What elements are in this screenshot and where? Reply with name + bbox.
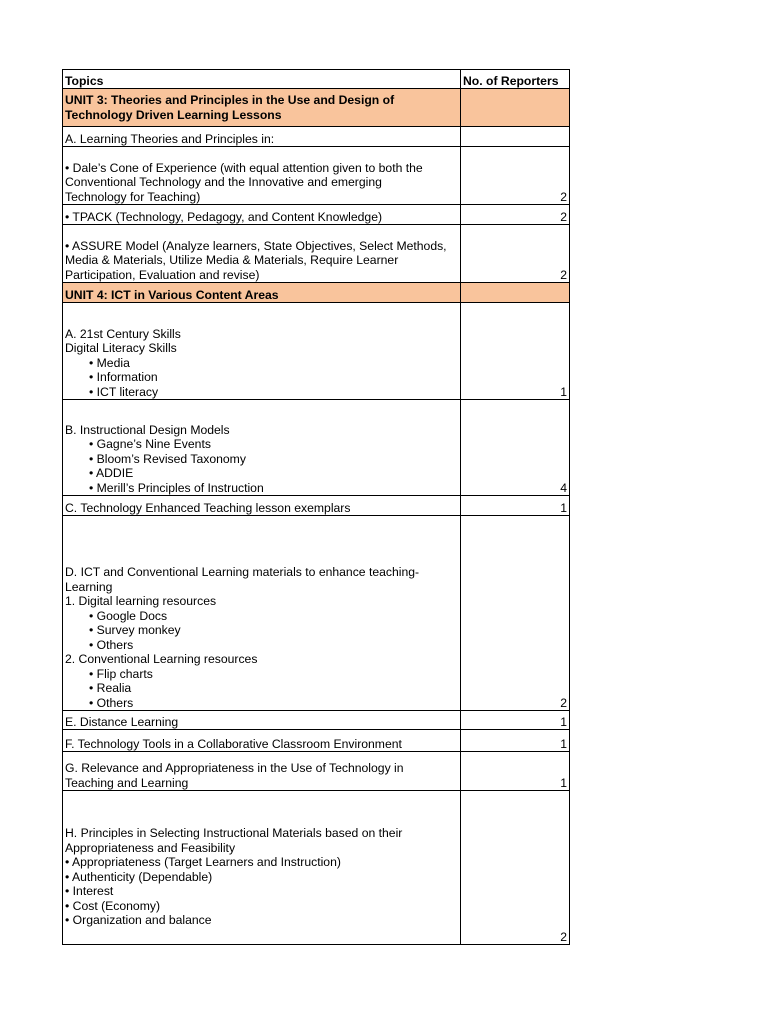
bullet-item: • Information [89,370,158,384]
bullet-item: • Interest [65,884,114,898]
reporters-table [62,69,570,945]
unit-row [63,89,570,127]
header-row [63,70,570,89]
header-topics[interactable]: Topics [63,70,461,89]
topic-cell[interactable] [63,147,461,205]
header-reporters[interactable]: No. of Reporters [461,70,570,89]
topic-cell[interactable] [63,225,461,283]
bullet-item: • Media [89,355,130,370]
table-row [63,791,570,945]
table-row [63,516,570,711]
bullet-item: • Realia [89,681,132,695]
count-cell[interactable]: 1 [461,752,570,791]
bullet-item: • Authenticity (Dependable) [65,869,213,884]
bullet-item: • Merill’s Principles of Instruction [89,480,264,495]
topic-line: A. 21st Century Skills [65,326,181,341]
table-row [63,711,570,730]
topic-line: Learning [65,579,113,594]
bullet-item: • Gagne’s Nine Events [89,437,211,451]
table-row [63,225,570,283]
topic-line: 2. Conventional Learning resources [65,652,258,666]
bullet-item: • Survey monkey [89,623,181,637]
count-cell[interactable]: 4 [461,400,570,496]
bullet-item: • Others [89,695,134,710]
count-cell[interactable]: 1 [461,303,570,400]
bullet-item: • ICT literacy [89,384,159,399]
topic-line: Participation, Evaluation and revise) [65,267,260,282]
unit4-title[interactable]: UNIT 4: ICT in Various Content Areas [63,283,461,303]
topic-cell[interactable]: A. Learning Theories and Principles in: [63,127,461,147]
topic-line: D. ICT and Conventional Learning materials to enhance teaching- [65,565,420,579]
topic-line: Technology for Teaching) [65,189,201,204]
table-row [63,303,570,400]
topic-cell[interactable] [63,303,461,400]
count-cell[interactable]: 1 [461,711,570,730]
count-cell[interactable]: 2 [461,205,570,225]
table-row [63,205,570,225]
table-row [63,400,570,496]
topic-line: • ASSURE Model (Analyze learners, State Objectives, Select Methods, [65,238,447,253]
topic-line: 1. Digital learning resources [65,594,217,608]
unit-row [63,283,570,303]
count-cell[interactable]: 1 [461,730,570,752]
topic-cell[interactable]: • TPACK (Technology, Pedagogy, and Content Knowledge) [63,205,461,225]
topic-cell[interactable]: F. Technology Tools in a Collaborative Classroom Environment [63,730,461,752]
bullet-item: • Others [89,637,134,652]
count-cell[interactable]: 2 [461,791,570,945]
bullet-item: • Flip charts [89,666,153,681]
bullet-item: • Appropriateness (Target Learners and Instruction) [65,855,341,869]
bullet-item: • Bloom’s Revised Taxonomy [89,451,246,466]
topic-cell[interactable] [63,791,461,945]
bullet-item: • Organization and balance [65,913,212,927]
table-row [63,147,570,205]
topic-cell[interactable] [63,400,461,496]
table-row [63,127,570,147]
topic-line: G. Relevance and Appropriateness in the Use of Technology in [65,761,404,775]
table-row [63,752,570,791]
topic-cell[interactable] [63,516,461,711]
topic-line: H. Principles in Selecting Instructional Materials based on their [65,826,403,840]
topic-cell[interactable] [63,752,461,791]
count-cell[interactable]: 2 [461,225,570,283]
table-row [63,496,570,516]
unit3-title[interactable]: UNIT 3: Theories and Principles in the Use and Design of Technology Driven Learning Lessons [63,89,461,127]
topic-line: Conventional Technology and the Innovative and emerging [65,175,382,189]
bullet-item: • Cost (Economy) [65,898,161,913]
topic-cell[interactable]: E. Distance Learning [63,711,461,730]
topic-line: Appropriateness and Feasibility [65,840,236,855]
topic-line: • Dale’s Cone of Experience (with equal attention given to both the [65,160,423,175]
topic-line: B. Instructional Design Models [65,422,230,437]
topic-line: Teaching and Learning [65,775,189,790]
table-row [63,730,570,752]
unit4-count[interactable] [461,283,570,303]
topic-line: Media & Materials, Utilize Media & Materials, Require Learner [65,253,399,267]
topic-cell[interactable]: C. Technology Enhanced Teaching lesson exemplars [63,496,461,516]
bullet-item: • Google Docs [89,608,168,623]
count-cell[interactable]: 2 [461,147,570,205]
count-cell[interactable]: 1 [461,496,570,516]
count-cell[interactable] [461,127,570,147]
unit3-count[interactable] [461,89,570,127]
topic-line: Digital Literacy Skills [65,341,177,355]
count-cell[interactable]: 2 [461,516,570,711]
bullet-item: • ADDIE [89,466,134,480]
